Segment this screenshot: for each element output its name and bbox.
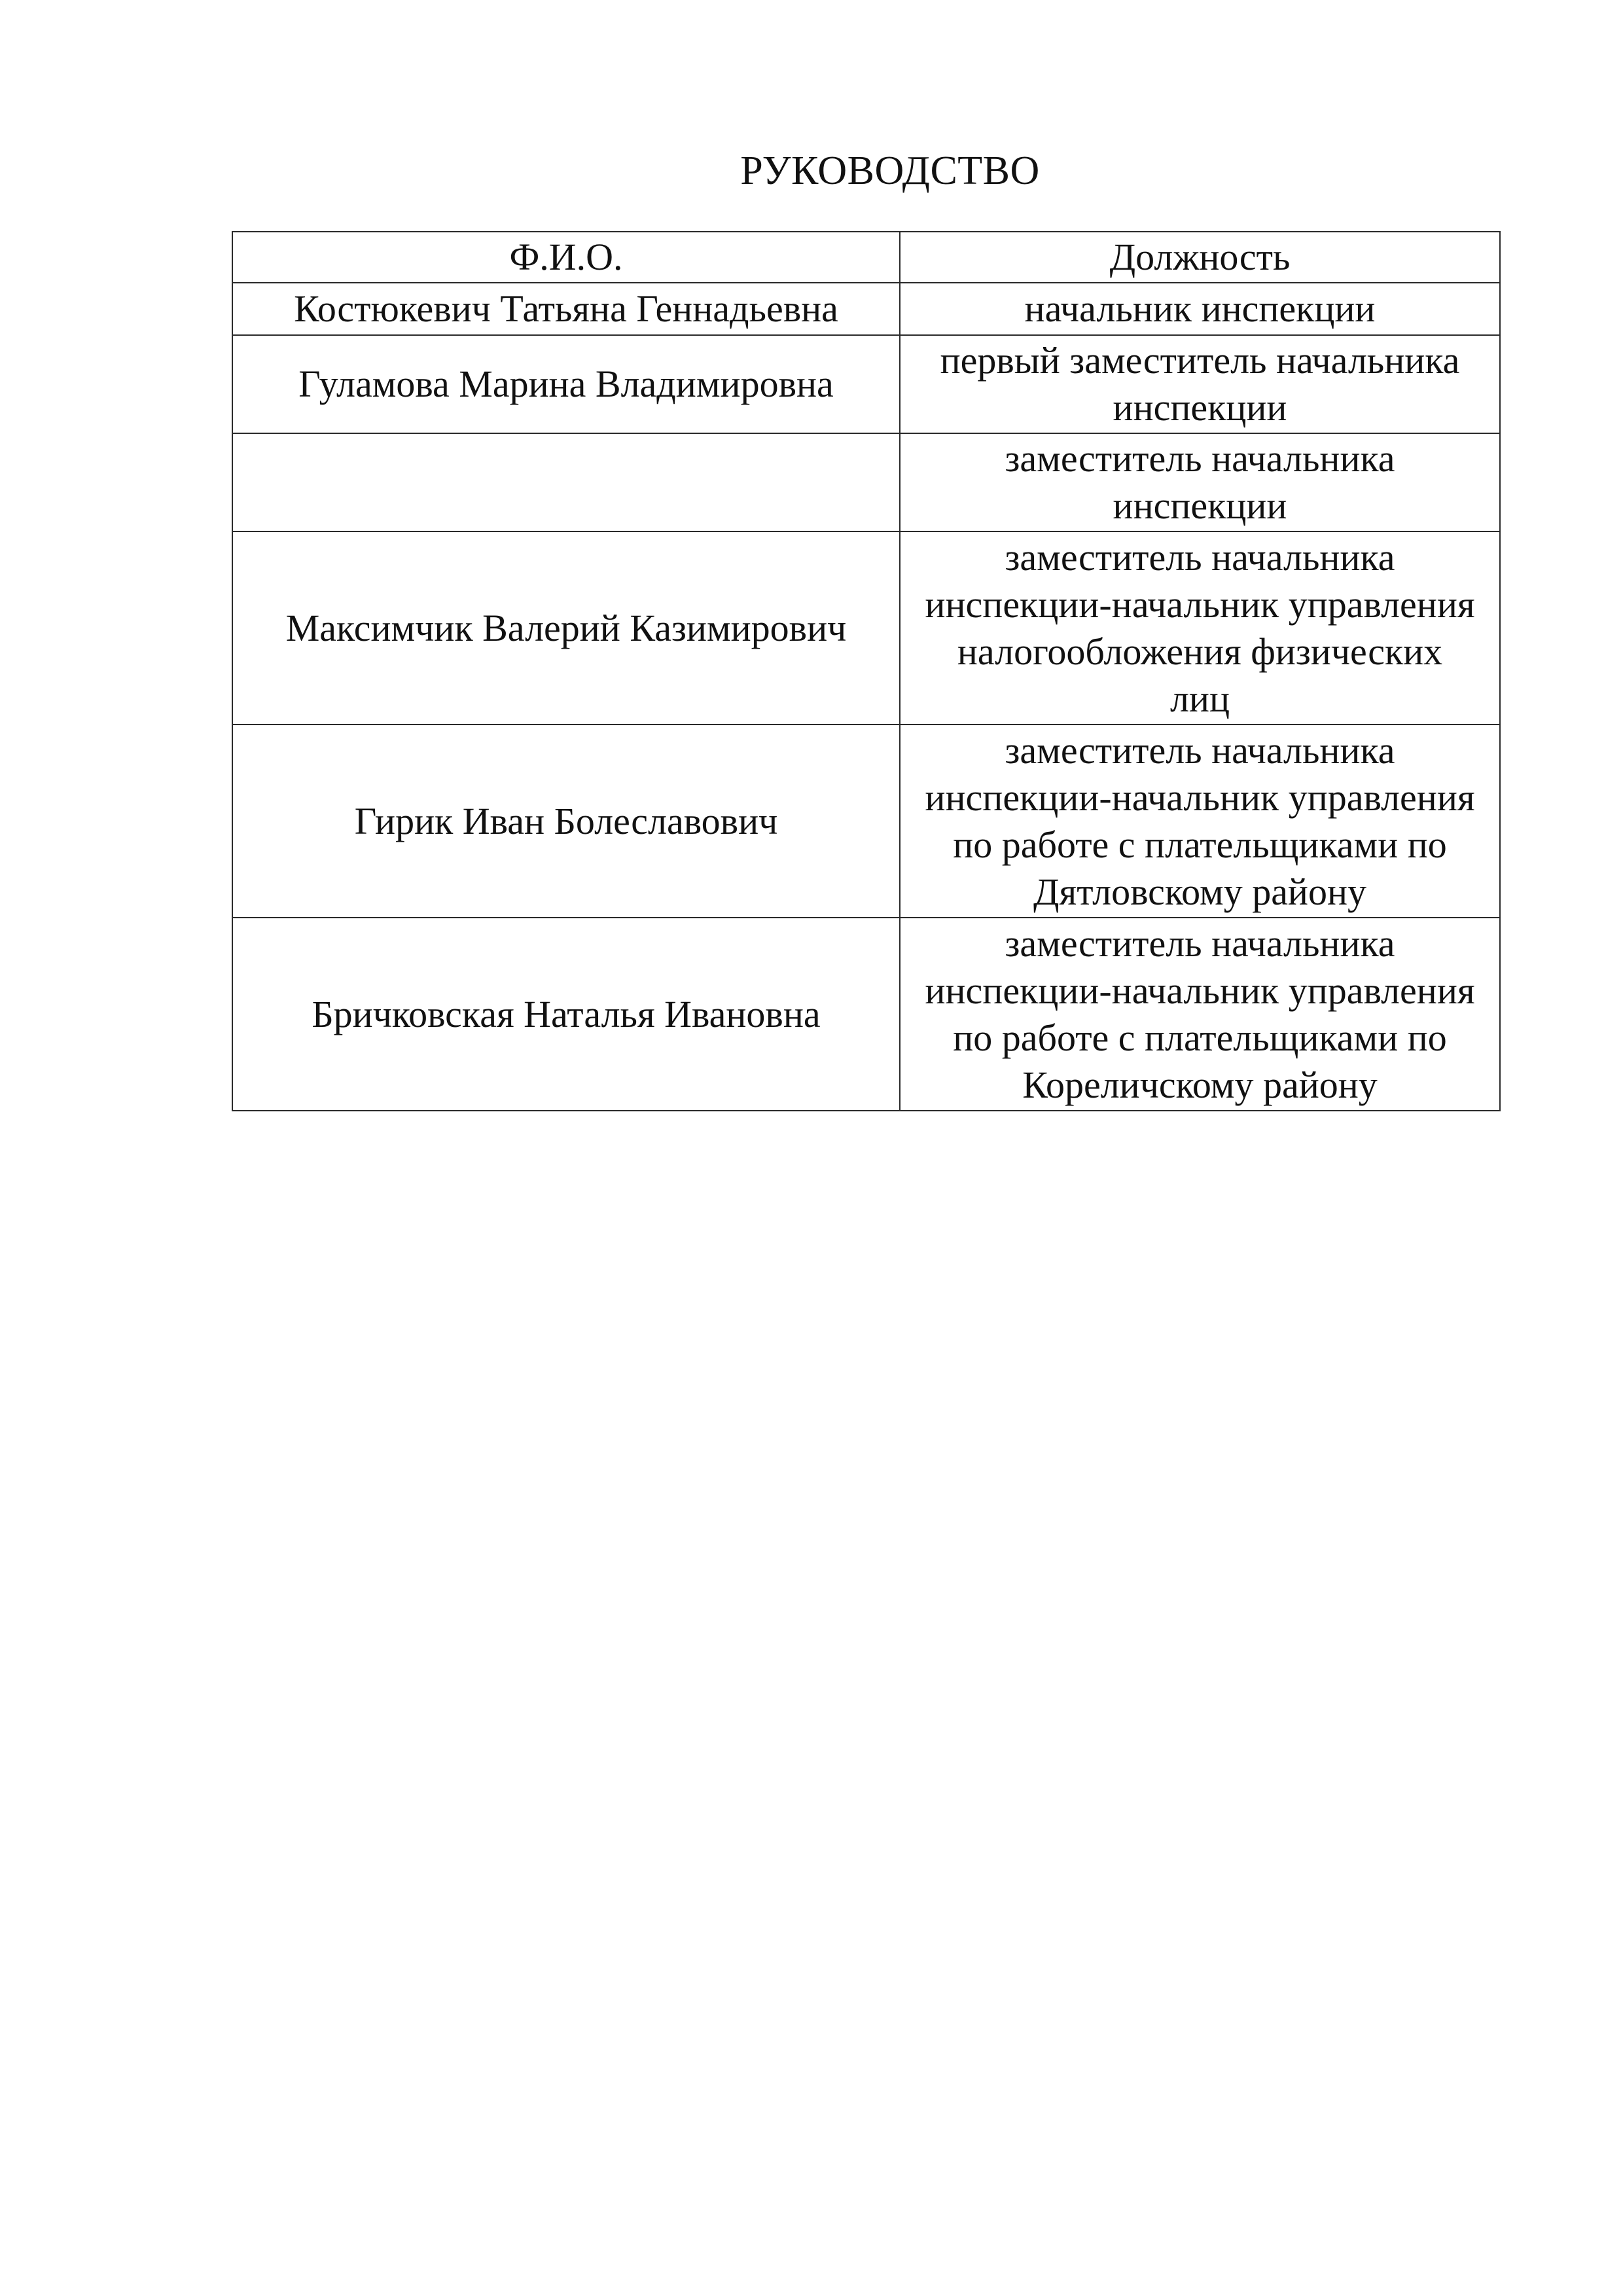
table-row xyxy=(232,918,1500,1111)
table-row xyxy=(232,725,1500,918)
cell-name: Бричковская Наталья Ивановна xyxy=(232,918,900,1111)
table-row xyxy=(232,335,1500,433)
table-header-row xyxy=(232,232,1500,283)
table-row xyxy=(232,433,1500,531)
table-row xyxy=(232,283,1500,335)
table-row xyxy=(232,531,1500,725)
cell-name: Костюкевич Татьяна Геннадьевна xyxy=(232,283,900,335)
cell-name: Максимчик Валерий Казимирович xyxy=(232,531,900,725)
cell-position: заместитель начальника инспекции xyxy=(900,433,1500,531)
cell-name: Гуламова Марина Владимировна xyxy=(232,335,900,433)
cell-position: заместитель начальника инспекции-начальник управления по работе с плательщиками по Кореличскому району xyxy=(900,918,1500,1111)
leadership-table xyxy=(232,231,1501,1111)
header-position: Должность xyxy=(900,232,1500,283)
header-name: Ф.И.О. xyxy=(232,232,900,283)
page-title: РУКОВОДСТВО xyxy=(740,149,1040,193)
cell-name: Гирик Иван Болеславович xyxy=(232,725,900,918)
cell-position: заместитель начальника инспекции-начальник управления по работе с плательщиками по Дятловскому району xyxy=(900,725,1500,918)
cell-name xyxy=(232,433,900,531)
cell-position: заместитель начальника инспекции-начальник управления налогообложения физических лиц xyxy=(900,531,1500,725)
cell-position: первый заместитель начальника инспекции xyxy=(900,335,1500,433)
cell-position: начальник инспекции xyxy=(900,283,1500,335)
